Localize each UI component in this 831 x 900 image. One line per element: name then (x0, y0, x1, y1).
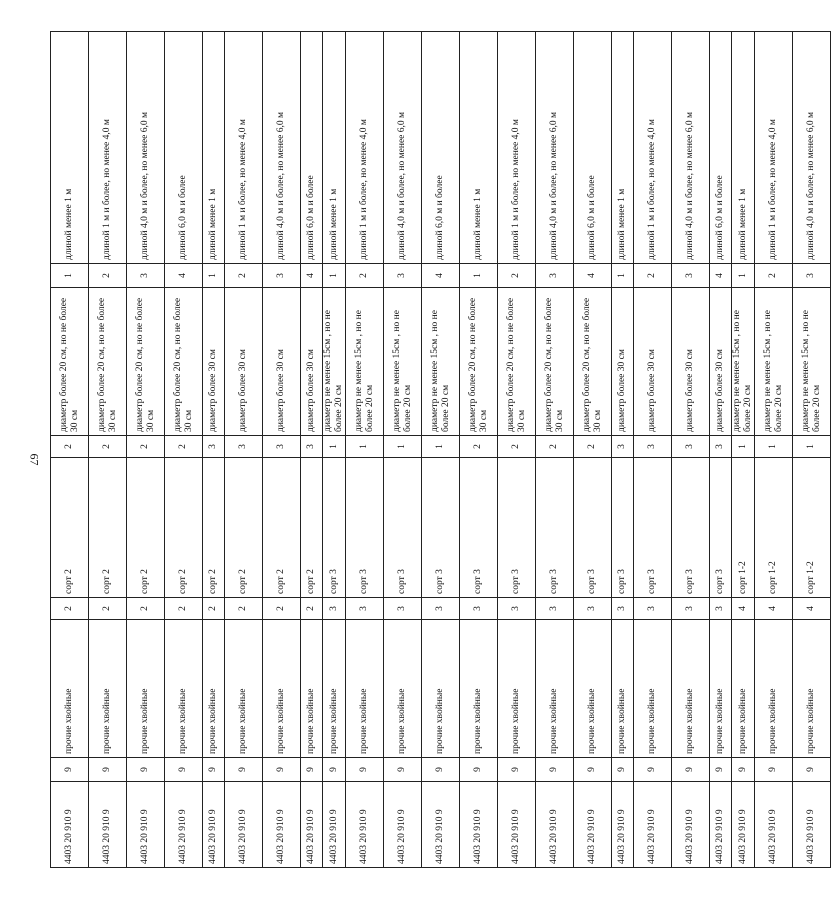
table-row (323, 32, 346, 868)
cell-diameter: диаметр более 20 см, но не более 30 см (574, 288, 612, 436)
cell-diameter-code: 1 (755, 436, 793, 458)
cell-code: 4403 20 910 9 (301, 782, 323, 868)
cell-species-code: 2 (51, 598, 89, 620)
cell-code: 4403 20 910 9 (755, 782, 793, 868)
cell-group: 9 (51, 758, 89, 782)
cell-species-code: 2 (165, 598, 203, 620)
cell-species: прочие хвойные (672, 620, 710, 758)
cell-diameter: диаметр более 20 см, но не более 30 см (536, 288, 574, 436)
cell-grade: сорт 2 (301, 458, 323, 598)
cell-length: длиной 6,0 м и более (165, 32, 203, 264)
table-row (612, 32, 634, 868)
table-row (498, 32, 536, 868)
cell-length: длиной 1 м и более, но менее 4,0 м (89, 32, 127, 264)
cell-group: 9 (710, 758, 732, 782)
cell-species-code: 3 (672, 598, 710, 620)
cell-grade: сорт 1-2 (732, 458, 755, 598)
cell-length: длиной 1 м и более, но менее 4,0 м (755, 32, 793, 264)
cell-species-code: 3 (574, 598, 612, 620)
cell-length: длиной 1 м и более, но менее 4,0 м (225, 32, 263, 264)
cell-diameter-code: 2 (574, 436, 612, 458)
cell-species: прочие хвойные (51, 620, 89, 758)
cell-grade: сорт 3 (612, 458, 634, 598)
cell-length-code: 4 (710, 264, 732, 288)
cell-length-code: 1 (732, 264, 755, 288)
cell-group: 9 (755, 758, 793, 782)
cell-diameter: диаметр не менее 15см , но не более 20 см (384, 288, 422, 436)
cell-code: 4403 20 910 9 (51, 782, 89, 868)
cell-species: прочие хвойные (460, 620, 498, 758)
cell-length-code: 2 (225, 264, 263, 288)
cell-grade: сорт 3 (498, 458, 536, 598)
cell-diameter-code: 1 (323, 436, 346, 458)
cell-species-code: 2 (225, 598, 263, 620)
cell-diameter-code: 3 (301, 436, 323, 458)
cell-grade: сорт 3 (574, 458, 612, 598)
cell-length: длиной 1 м и более, но менее 4,0 м (498, 32, 536, 264)
table-row (127, 32, 165, 868)
cell-diameter: диаметр более 30 см (710, 288, 732, 436)
cell-group: 9 (793, 758, 831, 782)
cell-species: прочие хвойные (165, 620, 203, 758)
cell-diameter: диаметр более 20 см, но не более 30 см (51, 288, 89, 436)
cell-species-code: 4 (793, 598, 831, 620)
cell-diameter: диаметр не менее 15см , но не более 20 см (793, 288, 831, 436)
cell-length-code: 3 (263, 264, 301, 288)
cell-code: 4403 20 910 9 (634, 782, 672, 868)
cell-species: прочие хвойные (127, 620, 165, 758)
cell-grade: сорт 2 (203, 458, 225, 598)
cell-grade: сорт 3 (323, 458, 346, 598)
cell-length-code: 3 (793, 264, 831, 288)
cell-species: прочие хвойные (422, 620, 460, 758)
cell-length: длиной 4,0 м и более, но менее 6,0 м (672, 32, 710, 264)
cell-group: 9 (536, 758, 574, 782)
cell-length: длиной 6,0 м и более (574, 32, 612, 264)
cell-length-code: 3 (536, 264, 574, 288)
table-row (793, 32, 831, 868)
cell-diameter: диаметр более 30 см (301, 288, 323, 436)
cell-grade: сорт 3 (422, 458, 460, 598)
cell-length-code: 3 (127, 264, 165, 288)
cell-diameter-code: 2 (127, 436, 165, 458)
cell-code: 4403 20 910 9 (346, 782, 384, 868)
cell-species-code: 3 (460, 598, 498, 620)
cell-diameter-code: 2 (536, 436, 574, 458)
cell-diameter-code: 1 (732, 436, 755, 458)
cell-group: 9 (225, 758, 263, 782)
cell-diameter-code: 2 (89, 436, 127, 458)
rotated-page (50, 32, 822, 868)
cell-group: 9 (346, 758, 384, 782)
cell-group: 9 (732, 758, 755, 782)
cell-diameter-code: 1 (384, 436, 422, 458)
table-row (263, 32, 301, 868)
cell-species: прочие хвойные (323, 620, 346, 758)
cell-species: прочие хвойные (263, 620, 301, 758)
cell-grade: сорт 1-2 (755, 458, 793, 598)
cell-length: длиной 4,0 м и более, но менее 6,0 м (384, 32, 422, 264)
cell-species-code: 3 (634, 598, 672, 620)
cell-code: 4403 20 910 9 (203, 782, 225, 868)
cell-length: длиной менее 1 м (323, 32, 346, 264)
cell-grade: сорт 2 (263, 458, 301, 598)
cell-species: прочие хвойные (612, 620, 634, 758)
cell-diameter: диаметр более 30 см (612, 288, 634, 436)
page-number: 67 (27, 453, 42, 466)
cell-group: 9 (127, 758, 165, 782)
cell-code: 4403 20 910 9 (323, 782, 346, 868)
cell-diameter-code: 1 (793, 436, 831, 458)
cell-diameter-code: 3 (203, 436, 225, 458)
cell-code: 4403 20 910 9 (422, 782, 460, 868)
cell-species: прочие хвойные (498, 620, 536, 758)
cell-length-code: 1 (612, 264, 634, 288)
cell-species-code: 3 (323, 598, 346, 620)
cell-diameter-code: 2 (51, 436, 89, 458)
cell-species-code: 3 (498, 598, 536, 620)
cell-diameter: диаметр более 30 см (225, 288, 263, 436)
cell-species: прочие хвойные (203, 620, 225, 758)
cell-species: прочие хвойные (634, 620, 672, 758)
cell-species: прочие хвойные (793, 620, 831, 758)
cell-group: 9 (460, 758, 498, 782)
classification-table (50, 31, 831, 868)
cell-length-code: 3 (672, 264, 710, 288)
cell-diameter-code: 2 (460, 436, 498, 458)
table-row (301, 32, 323, 868)
cell-grade: сорт 3 (710, 458, 732, 598)
cell-species-code: 3 (710, 598, 732, 620)
cell-length-code: 4 (574, 264, 612, 288)
cell-length-code: 4 (165, 264, 203, 288)
cell-diameter: диаметр более 30 см (263, 288, 301, 436)
cell-code: 4403 20 910 9 (460, 782, 498, 868)
cell-grade: сорт 3 (536, 458, 574, 598)
cell-code: 4403 20 910 9 (710, 782, 732, 868)
table-row (203, 32, 225, 868)
cell-diameter: диаметр не менее 15см , но не более 20 см (422, 288, 460, 436)
cell-length: длиной менее 1 м (203, 32, 225, 264)
cell-grade: сорт 3 (346, 458, 384, 598)
cell-grade: сорт 2 (89, 458, 127, 598)
cell-group: 9 (498, 758, 536, 782)
cell-species: прочие хвойные (732, 620, 755, 758)
cell-length-code: 3 (384, 264, 422, 288)
cell-diameter-code: 3 (634, 436, 672, 458)
cell-length: длиной 1 м и более, но менее 4,0 м (346, 32, 384, 264)
table-row (346, 32, 384, 868)
cell-group: 9 (384, 758, 422, 782)
cell-diameter: диаметр более 30 см (672, 288, 710, 436)
cell-length-code: 1 (203, 264, 225, 288)
cell-group: 9 (323, 758, 346, 782)
table-row (732, 32, 755, 868)
cell-code: 4403 20 910 9 (732, 782, 755, 868)
cell-diameter: диаметр более 30 см (634, 288, 672, 436)
cell-diameter: диаметр более 30 см (203, 288, 225, 436)
table-row (89, 32, 127, 868)
cell-diameter: диаметр более 20 см, но не более 30 см (89, 288, 127, 436)
cell-grade: сорт 1-2 (793, 458, 831, 598)
cell-diameter-code: 1 (346, 436, 384, 458)
table-row (225, 32, 263, 868)
cell-length: длиной 6,0 м и более (422, 32, 460, 264)
cell-group: 9 (574, 758, 612, 782)
cell-group: 9 (301, 758, 323, 782)
table-row (710, 32, 732, 868)
table-row (460, 32, 498, 868)
cell-code: 4403 20 910 9 (127, 782, 165, 868)
cell-diameter: диаметр более 20 см, но не более 30 см (460, 288, 498, 436)
cell-length: длиной менее 1 м (732, 32, 755, 264)
cell-length-code: 2 (346, 264, 384, 288)
cell-species-code: 3 (346, 598, 384, 620)
cell-grade: сорт 3 (384, 458, 422, 598)
cell-species-code: 2 (301, 598, 323, 620)
table-row (755, 32, 793, 868)
cell-code: 4403 20 910 9 (89, 782, 127, 868)
cell-diameter: диаметр не менее 15см , но не более 20 см (346, 288, 384, 436)
cell-code: 4403 20 910 9 (498, 782, 536, 868)
cell-length-code: 1 (51, 264, 89, 288)
cell-grade: сорт 3 (460, 458, 498, 598)
table-row (165, 32, 203, 868)
cell-code: 4403 20 910 9 (574, 782, 612, 868)
cell-group: 9 (634, 758, 672, 782)
cell-length: длиной 4,0 м и более, но менее 6,0 м (263, 32, 301, 264)
cell-grade: сорт 3 (634, 458, 672, 598)
cell-length: длиной 4,0 м и более, но менее 6,0 м (127, 32, 165, 264)
cell-grade: сорт 3 (672, 458, 710, 598)
cell-group: 9 (203, 758, 225, 782)
cell-diameter-code: 3 (612, 436, 634, 458)
cell-species: прочие хвойные (755, 620, 793, 758)
cell-species-code: 3 (422, 598, 460, 620)
cell-length-code: 2 (634, 264, 672, 288)
cell-species-code: 2 (89, 598, 127, 620)
cell-length-code: 1 (323, 264, 346, 288)
table-row (422, 32, 460, 868)
cell-species-code: 3 (612, 598, 634, 620)
cell-code: 4403 20 910 9 (612, 782, 634, 868)
cell-diameter: диаметр более 20 см, но не более 30 см (127, 288, 165, 436)
cell-diameter: диаметр более 20 см, но не более 30 см (165, 288, 203, 436)
cell-species: прочие хвойные (574, 620, 612, 758)
cell-code: 4403 20 910 9 (384, 782, 422, 868)
table-body (51, 32, 831, 868)
cell-group: 9 (165, 758, 203, 782)
cell-length-code: 1 (460, 264, 498, 288)
table-row (51, 32, 89, 868)
table-row (574, 32, 612, 868)
cell-group: 9 (672, 758, 710, 782)
cell-species: прочие хвойные (710, 620, 732, 758)
cell-length-code: 2 (89, 264, 127, 288)
cell-diameter: диаметр более 20 см, но не более 30 см (498, 288, 536, 436)
cell-species-code: 2 (263, 598, 301, 620)
cell-group: 9 (612, 758, 634, 782)
cell-species-code: 2 (127, 598, 165, 620)
cell-diameter: диаметр не менее 15см , но не более 20 см (755, 288, 793, 436)
cell-code: 4403 20 910 9 (672, 782, 710, 868)
cell-grade: сорт 2 (165, 458, 203, 598)
cell-diameter-code: 3 (672, 436, 710, 458)
cell-species: прочие хвойные (225, 620, 263, 758)
cell-length: длиной менее 1 м (612, 32, 634, 264)
cell-code: 4403 20 910 9 (263, 782, 301, 868)
cell-group: 9 (422, 758, 460, 782)
cell-species-code: 4 (732, 598, 755, 620)
cell-species-code: 4 (755, 598, 793, 620)
cell-diameter-code: 3 (225, 436, 263, 458)
cell-length: длиной 6,0 м и более (710, 32, 732, 264)
cell-length: длиной 4,0 м и более, но менее 6,0 м (793, 32, 831, 264)
table-row (384, 32, 422, 868)
cell-length-code: 2 (498, 264, 536, 288)
table-row (536, 32, 574, 868)
cell-code: 4403 20 910 9 (225, 782, 263, 868)
cell-diameter-code: 2 (165, 436, 203, 458)
cell-code: 4403 20 910 9 (536, 782, 574, 868)
cell-group: 9 (263, 758, 301, 782)
cell-length: длиной 4,0 м и более, но менее 6,0 м (536, 32, 574, 264)
rotated-content (50, 32, 822, 868)
cell-grade: сорт 2 (127, 458, 165, 598)
cell-group: 9 (89, 758, 127, 782)
cell-species-code: 3 (384, 598, 422, 620)
cell-diameter-code: 1 (422, 436, 460, 458)
cell-species-code: 2 (203, 598, 225, 620)
cell-diameter-code: 3 (710, 436, 732, 458)
cell-species: прочие хвойные (536, 620, 574, 758)
table-row (672, 32, 710, 868)
cell-species: прочие хвойные (301, 620, 323, 758)
cell-length: длиной менее 1 м (460, 32, 498, 264)
cell-code: 4403 20 910 9 (165, 782, 203, 868)
table-row (634, 32, 672, 868)
cell-diameter-code: 3 (263, 436, 301, 458)
cell-diameter: диаметр не менее 15см , но не более 20 см (323, 288, 346, 436)
cell-grade: сорт 2 (51, 458, 89, 598)
cell-length: длиной 1 м и более, но менее 4,0 м (634, 32, 672, 264)
cell-diameter-code: 2 (498, 436, 536, 458)
cell-length-code: 4 (422, 264, 460, 288)
cell-length: длиной менее 1 м (51, 32, 89, 264)
cell-species: прочие хвойные (89, 620, 127, 758)
cell-length: длиной 6,0 м и более (301, 32, 323, 264)
cell-grade: сорт 2 (225, 458, 263, 598)
cell-species: прочие хвойные (346, 620, 384, 758)
cell-length-code: 4 (301, 264, 323, 288)
cell-diameter: диаметр не менее 15см , но не более 20 см (732, 288, 755, 436)
cell-code: 4403 20 910 9 (793, 782, 831, 868)
cell-species-code: 3 (536, 598, 574, 620)
cell-length-code: 2 (755, 264, 793, 288)
cell-species: прочие хвойные (384, 620, 422, 758)
